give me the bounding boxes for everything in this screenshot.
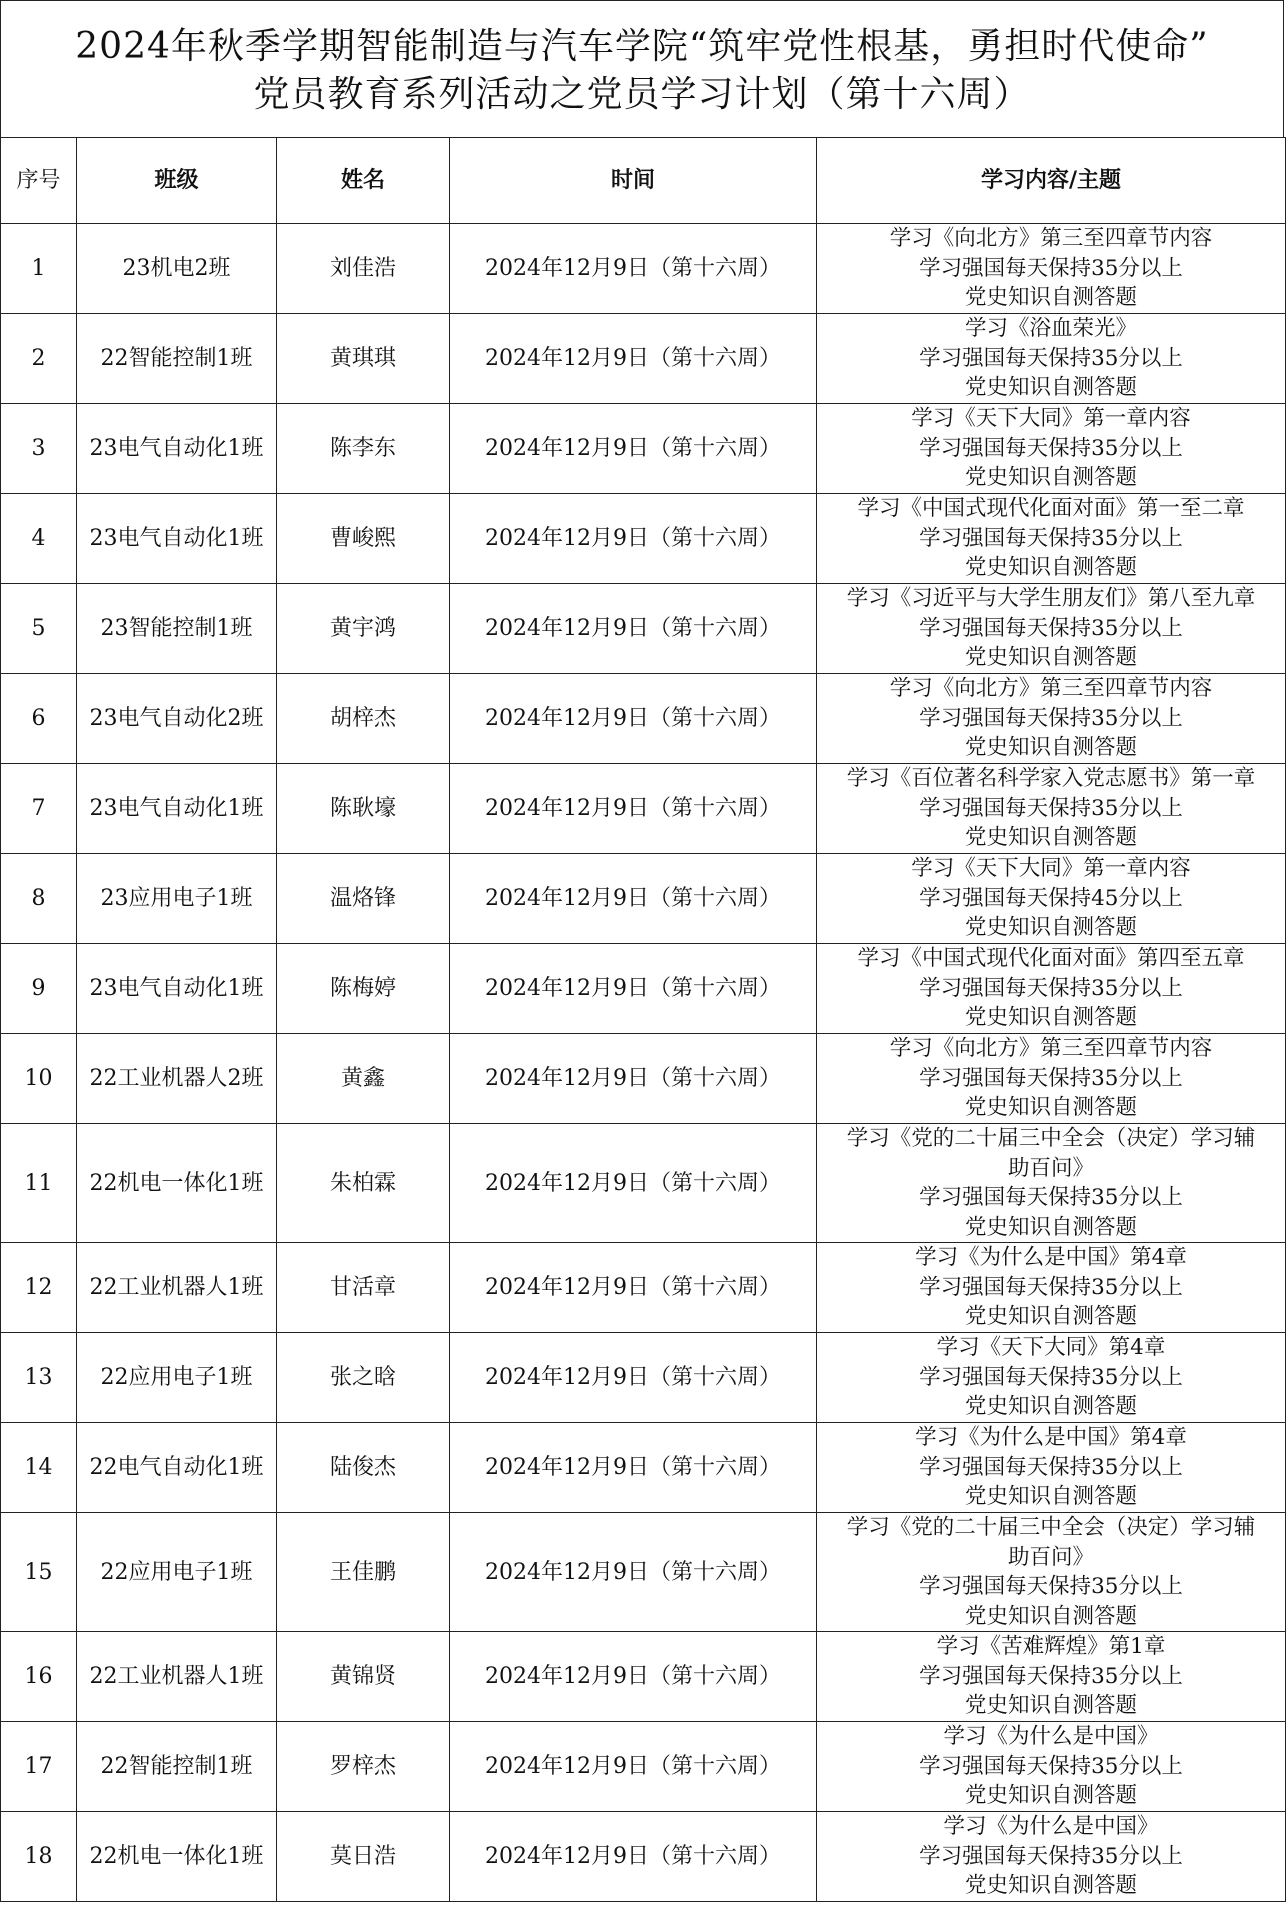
cell-time: 2024年12月9日（第十六周） <box>450 1243 817 1333</box>
cell-seq: 1 <box>1 224 77 314</box>
header-content: 学习内容/主题 <box>817 138 1286 224</box>
cell-seq: 4 <box>1 494 77 584</box>
cell-name: 黄宇鸿 <box>277 584 450 674</box>
cell-content: 学习《中国式现代化面对面》第四至五章 学习强国每天保持35分以上 党史知识自测答题 <box>817 944 1286 1034</box>
cell-class: 23智能控制1班 <box>77 584 277 674</box>
cell-name: 陆俊杰 <box>277 1423 450 1513</box>
cell-time: 2024年12月9日（第十六周） <box>450 764 817 854</box>
cell-content: 学习《为什么是中国》第4章 学习强国每天保持35分以上 党史知识自测答题 <box>817 1243 1286 1333</box>
cell-seq: 3 <box>1 404 77 494</box>
sheet-title <box>0 0 1284 137</box>
cell-content: 学习《苦难辉煌》第1章 学习强国每天保持35分以上 党史知识自测答题 <box>817 1632 1286 1722</box>
cell-content: 学习《为什么是中国》 学习强国每天保持35分以上 党史知识自测答题 <box>817 1812 1286 1902</box>
cell-seq: 11 <box>1 1124 77 1243</box>
cell-name: 胡梓杰 <box>277 674 450 764</box>
cell-seq: 15 <box>1 1513 77 1632</box>
table-row <box>1 1632 1286 1722</box>
cell-seq: 18 <box>1 1812 77 1902</box>
cell-class: 22应用电子1班 <box>77 1333 277 1423</box>
cell-time: 2024年12月9日（第十六周） <box>450 1812 817 1902</box>
cell-time: 2024年12月9日（第十六周） <box>450 224 817 314</box>
cell-class: 22智能控制1班 <box>77 1722 277 1812</box>
table-row <box>1 854 1286 944</box>
cell-class: 22机电一体化1班 <box>77 1124 277 1243</box>
cell-content: 学习《党的二十届三中全会（决定）学习辅 助百问》 学习强国每天保持35分以上 党史知识自测答题 <box>817 1124 1286 1243</box>
cell-name: 甘活章 <box>277 1243 450 1333</box>
cell-content: 学习《向北方》第三至四章节内容 学习强国每天保持35分以上 党史知识自测答题 <box>817 674 1286 764</box>
cell-content: 学习《习近平与大学生朋友们》第八至九章 学习强国每天保持35分以上 党史知识自测答题 <box>817 584 1286 674</box>
header-row <box>1 138 1286 224</box>
table-row <box>1 944 1286 1034</box>
cell-name: 莫日浩 <box>277 1812 450 1902</box>
table-row <box>1 1513 1286 1632</box>
cell-class: 22应用电子1班 <box>77 1513 277 1632</box>
table-row <box>1 224 1286 314</box>
table-row <box>1 494 1286 584</box>
cell-time: 2024年12月9日（第十六周） <box>450 1722 817 1812</box>
cell-name: 黄锦贤 <box>277 1632 450 1722</box>
cell-class: 23电气自动化1班 <box>77 494 277 584</box>
cell-content: 学习《为什么是中国》 学习强国每天保持35分以上 党史知识自测答题 <box>817 1722 1286 1812</box>
cell-class: 23电气自动化1班 <box>77 764 277 854</box>
cell-time: 2024年12月9日（第十六周） <box>450 404 817 494</box>
cell-time: 2024年12月9日（第十六周） <box>450 494 817 584</box>
cell-time: 2024年12月9日（第十六周） <box>450 1632 817 1722</box>
cell-time: 2024年12月9日（第十六周） <box>450 584 817 674</box>
cell-class: 22工业机器人1班 <box>77 1243 277 1333</box>
cell-time: 2024年12月9日（第十六周） <box>450 1034 817 1124</box>
cell-seq: 17 <box>1 1722 77 1812</box>
cell-class: 23机电2班 <box>77 224 277 314</box>
cell-time: 2024年12月9日（第十六周） <box>450 1513 817 1632</box>
cell-time: 2024年12月9日（第十六周） <box>450 854 817 944</box>
cell-seq: 16 <box>1 1632 77 1722</box>
cell-name: 黄琪琪 <box>277 314 450 404</box>
cell-name: 陈梅婷 <box>277 944 450 1034</box>
cell-name: 罗梓杰 <box>277 1722 450 1812</box>
cell-name: 温烙锋 <box>277 854 450 944</box>
cell-seq: 13 <box>1 1333 77 1423</box>
title-line-2: 党员教育系列活动之党员学习计划（第十六周） <box>253 74 1031 115</box>
table-row <box>1 1034 1286 1124</box>
cell-class: 22工业机器人1班 <box>77 1632 277 1722</box>
cell-seq: 9 <box>1 944 77 1034</box>
cell-seq: 14 <box>1 1423 77 1513</box>
cell-content: 学习《向北方》第三至四章节内容 学习强国每天保持35分以上 党史知识自测答题 <box>817 224 1286 314</box>
cell-class: 23应用电子1班 <box>77 854 277 944</box>
header-name: 姓名 <box>277 138 450 224</box>
cell-time: 2024年12月9日（第十六周） <box>450 1333 817 1423</box>
cell-name: 曹峻熙 <box>277 494 450 584</box>
cell-name: 黄鑫 <box>277 1034 450 1124</box>
header-class: 班级 <box>77 138 277 224</box>
cell-class: 23电气自动化1班 <box>77 404 277 494</box>
header-seq: 序号 <box>1 138 77 224</box>
header-time: 时间 <box>450 138 817 224</box>
cell-name: 朱柏霖 <box>277 1124 450 1243</box>
cell-class: 23电气自动化1班 <box>77 944 277 1034</box>
cell-content: 学习《天下大同》第一章内容 学习强国每天保持45分以上 党史知识自测答题 <box>817 854 1286 944</box>
title-line-1: 2024年秋季学期智能制造与汽车学院“筑牢党性根基，勇担时代使命” <box>75 26 1209 67</box>
cell-name: 陈耿壕 <box>277 764 450 854</box>
cell-time: 2024年12月9日（第十六周） <box>450 1423 817 1513</box>
cell-class: 23电气自动化2班 <box>77 674 277 764</box>
cell-time: 2024年12月9日（第十六周） <box>450 674 817 764</box>
cell-class: 22工业机器人2班 <box>77 1034 277 1124</box>
cell-time: 2024年12月9日（第十六周） <box>450 314 817 404</box>
table-row <box>1 1812 1286 1902</box>
cell-content: 学习《党的二十届三中全会（决定）学习辅 助百问》 学习强国每天保持35分以上 党史知识自测答题 <box>817 1513 1286 1632</box>
cell-content: 学习《浴血荣光》 学习强国每天保持35分以上 党史知识自测答题 <box>817 314 1286 404</box>
cell-class: 22电气自动化1班 <box>77 1423 277 1513</box>
cell-content: 学习《向北方》第三至四章节内容 学习强国每天保持35分以上 党史知识自测答题 <box>817 1034 1286 1124</box>
cell-seq: 12 <box>1 1243 77 1333</box>
cell-name: 张之晗 <box>277 1333 450 1423</box>
cell-content: 学习《天下大同》第一章内容 学习强国每天保持35分以上 党史知识自测答题 <box>817 404 1286 494</box>
table-row <box>1 584 1286 674</box>
study-plan-table <box>0 137 1286 1902</box>
table-row <box>1 314 1286 404</box>
cell-seq: 7 <box>1 764 77 854</box>
table-row <box>1 1722 1286 1812</box>
table-row <box>1 404 1286 494</box>
cell-content: 学习《中国式现代化面对面》第一至二章 学习强国每天保持35分以上 党史知识自测答题 <box>817 494 1286 584</box>
cell-seq: 5 <box>1 584 77 674</box>
table-row <box>1 764 1286 854</box>
cell-time: 2024年12月9日（第十六周） <box>450 944 817 1034</box>
cell-name: 刘佳浩 <box>277 224 450 314</box>
cell-seq: 8 <box>1 854 77 944</box>
cell-class: 22机电一体化1班 <box>77 1812 277 1902</box>
table-row <box>1 1423 1286 1513</box>
table-row <box>1 674 1286 764</box>
cell-content: 学习《百位著名科学家入党志愿书》第一章 学习强国每天保持35分以上 党史知识自测答题 <box>817 764 1286 854</box>
cell-time: 2024年12月9日（第十六周） <box>450 1124 817 1243</box>
cell-seq: 10 <box>1 1034 77 1124</box>
cell-name: 王佳鹏 <box>277 1513 450 1632</box>
cell-name: 陈李东 <box>277 404 450 494</box>
cell-seq: 2 <box>1 314 77 404</box>
table-row <box>1 1333 1286 1423</box>
cell-content: 学习《天下大同》第4章 学习强国每天保持35分以上 党史知识自测答题 <box>817 1333 1286 1423</box>
cell-seq: 6 <box>1 674 77 764</box>
table-row <box>1 1124 1286 1243</box>
cell-class: 22智能控制1班 <box>77 314 277 404</box>
cell-content: 学习《为什么是中国》第4章 学习强国每天保持35分以上 党史知识自测答题 <box>817 1423 1286 1513</box>
table-row <box>1 1243 1286 1333</box>
